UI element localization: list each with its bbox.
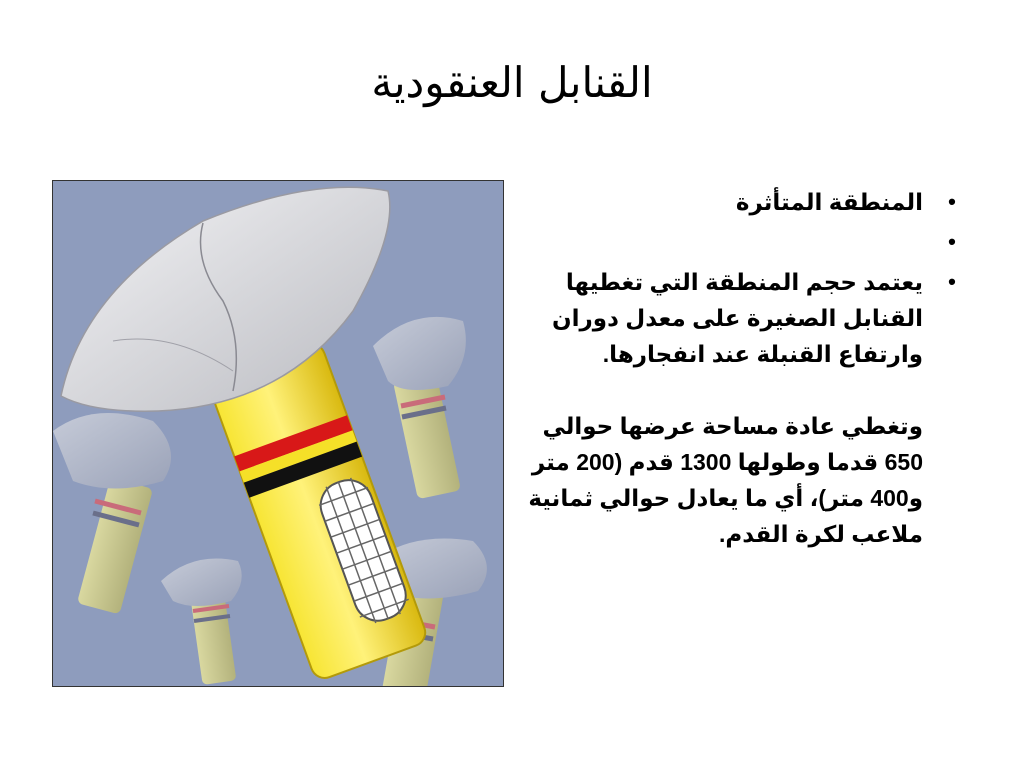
bomblet-left-icon: [53, 413, 171, 614]
bullet-dot: •: [948, 229, 956, 254]
bomblet-bottom-left-icon: [161, 559, 242, 685]
cluster-bomb-illustration-icon: [53, 181, 503, 686]
bullet-item-coverage: [520, 264, 965, 552]
bullet-dot: •: [948, 269, 956, 294]
bullet-text: المنطقة المتأثرة: [735, 189, 923, 215]
bullet-item-affected-area: [520, 184, 965, 220]
paragraph-gap: [520, 372, 923, 408]
bomblet-right-top-icon: [373, 317, 466, 499]
bullet-item-empty: [520, 224, 965, 260]
bullet-list: [520, 184, 965, 552]
coverage-paragraph-2: وتغطي عادة مساحة عرضها حوالي 650 قدما وطولها 1300 قدم (200 متر و400 متر)، أي ما يعادل حوالي ثمانية ملاعب لكرة القدم.: [528, 413, 923, 547]
slide-title: القنابل العنقودية: [371, 58, 653, 107]
cluster-bomb-illustration: [52, 180, 504, 687]
bullet-dot: •: [948, 189, 956, 214]
coverage-paragraph-1: يعتمد حجم المنطقة التي تغطيها القنابل الصغيرة على معدل دوران وارتفاع القنبلة عند انفجارها.: [552, 269, 923, 367]
